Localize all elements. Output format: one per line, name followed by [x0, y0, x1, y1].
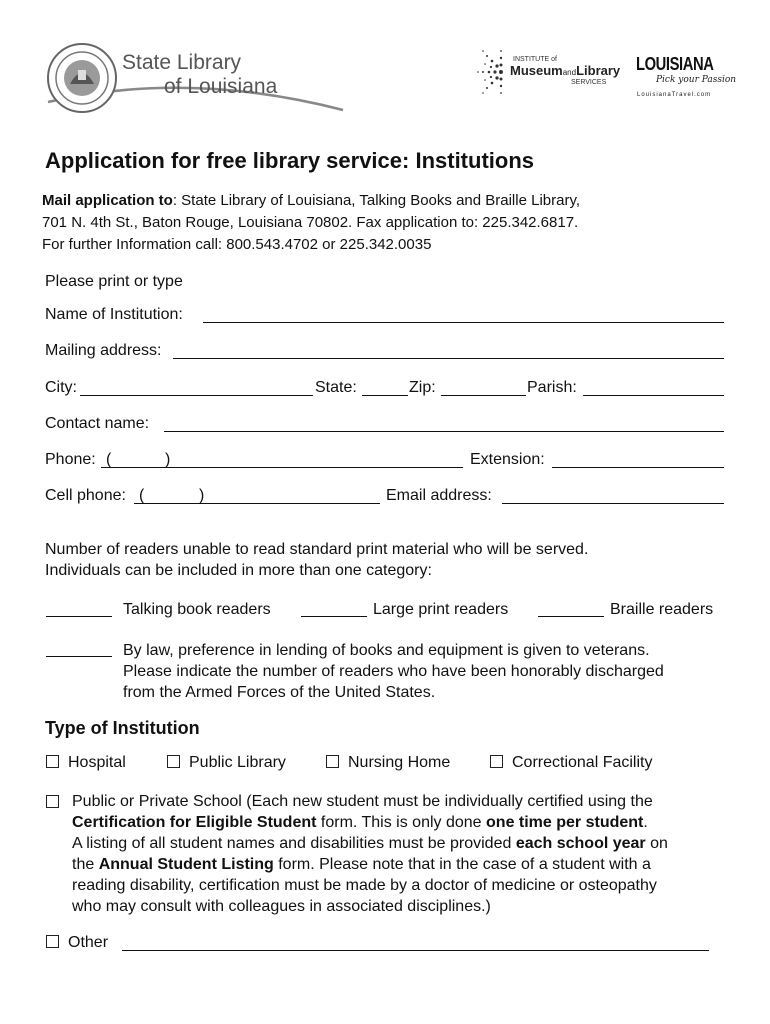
city-field[interactable] — [80, 395, 313, 396]
veterans-line3: from the Armed Forces of the United States. — [123, 684, 436, 701]
certification-form-name: Certification for Eligible Student — [72, 814, 317, 831]
mail-line3: For further Information call: 800.543.4702 or 225.342.0035 — [42, 236, 432, 253]
extension-label: Extension: — [470, 451, 545, 468]
school-line-c — [72, 833, 752, 854]
email-field[interactable] — [502, 503, 724, 504]
public-library-label: Public Library — [189, 754, 286, 771]
mail-label: Mail application to — [42, 192, 173, 209]
contact-name-field[interactable] — [164, 431, 724, 432]
school-line-d-end: form. Please note that in the case of a student with a — [273, 856, 651, 873]
mail-instructions — [42, 190, 742, 256]
cell-phone-field[interactable] — [134, 503, 380, 504]
correctional-option[interactable] — [490, 754, 652, 772]
state-label: State: — [315, 379, 357, 396]
veterans-count-field[interactable] — [46, 656, 112, 657]
state-library-logo — [38, 40, 348, 120]
imls-top: INSTITUTE of — [513, 56, 557, 63]
imls-museum: Museum — [510, 63, 563, 78]
louisiana-tagline: Pick your Passion — [656, 75, 737, 85]
imls-and: and — [562, 68, 577, 77]
nursing-home-label: Nursing Home — [348, 754, 451, 771]
readers-intro-line1: Number of readers unable to read standard print material who will be served. — [45, 541, 589, 558]
other-field[interactable] — [122, 950, 709, 951]
school-line-b-end: . — [643, 814, 648, 831]
school-line-c-text: A listing of all student names and disabilities must be provided — [72, 835, 516, 852]
correctional-checkbox[interactable] — [490, 755, 503, 768]
school-line-f: who may consult with colleagues in associated disciplines.) — [72, 898, 491, 915]
one-time-emphasis: one time per student — [486, 814, 644, 831]
page-title: Application for free library service: Institutions — [45, 148, 534, 173]
school-line-d-text: the — [72, 856, 99, 873]
school-line-e: reading disability, certification must be made by a doctor of medicine or osteopathy — [72, 877, 657, 894]
hospital-option[interactable] — [46, 754, 126, 772]
contact-label: Contact name: — [45, 415, 150, 432]
cell-paren-close: ) — [199, 487, 205, 504]
correctional-label: Correctional Facility — [512, 754, 653, 771]
talking-label: Talking book readers — [123, 601, 271, 618]
institution-label: Name of Institution: — [45, 306, 183, 323]
extension-field[interactable] — [552, 467, 724, 468]
braille-label: Braille readers — [610, 601, 714, 618]
public-library-option[interactable] — [167, 754, 286, 772]
large-label: Large print readers — [373, 601, 509, 618]
louisiana-wordmark: LOUISIANA — [636, 54, 714, 74]
print-instruction: Please print or type — [45, 273, 183, 290]
nursing-home-option[interactable] — [326, 754, 450, 772]
school-option[interactable] — [46, 794, 68, 812]
cell-paren-open: ( — [139, 487, 145, 504]
braille-count-field[interactable] — [538, 616, 604, 617]
starburst-icon — [475, 46, 507, 98]
cell-label: Cell phone: — [45, 487, 126, 504]
phone-paren-open: ( — [106, 451, 112, 468]
school-line-d — [72, 854, 752, 875]
large-count-field[interactable] — [301, 616, 367, 617]
parish-field[interactable] — [583, 395, 724, 396]
mailing-label: Mailing address: — [45, 342, 162, 359]
nursing-home-checkbox[interactable] — [326, 755, 339, 768]
school-line-b — [72, 812, 752, 833]
other-option[interactable] — [46, 934, 108, 952]
imls-logo — [475, 46, 620, 98]
imls-library: Library — [576, 63, 621, 78]
zip-label: Zip: — [409, 379, 436, 396]
school-checkbox[interactable] — [46, 795, 59, 808]
city-label: City: — [45, 379, 77, 396]
veterans-line2: Please indicate the number of readers who have been honorably discharged — [123, 663, 664, 680]
school-line-c-end: on — [645, 835, 668, 852]
public-library-checkbox[interactable] — [167, 755, 180, 768]
school-text — [72, 791, 752, 917]
readers-intro-line2: Individuals can be included in more than one category: — [45, 562, 432, 579]
each-school-year-emphasis: each school year — [515, 835, 646, 852]
library-name-line2: of Louisiana — [164, 75, 278, 98]
other-label: Other — [68, 934, 109, 951]
other-checkbox[interactable] — [46, 935, 59, 948]
readers-intro — [45, 539, 588, 581]
louisiana-travel-logo — [636, 54, 736, 104]
phone-label: Phone: — [45, 451, 96, 468]
talking-count-field[interactable] — [46, 616, 112, 617]
parish-label: Parish: — [527, 379, 577, 396]
zip-field[interactable] — [441, 395, 526, 396]
school-line-b-text: form. This is only done — [316, 814, 487, 831]
mail-line1: : State Library of Louisiana, Talking Books and Braille Library, — [172, 192, 581, 209]
email-label: Email address: — [386, 487, 492, 504]
mail-line2: 701 N. 4th St., Baton Rouge, Louisiana 70802. Fax application to: 225.342.6817. — [42, 214, 579, 231]
annual-listing-form-name: Annual Student Listing — [98, 856, 274, 873]
imls-bottom: SERVICES — [571, 79, 607, 86]
mailing-address-field[interactable] — [173, 358, 724, 359]
hospital-label: Hospital — [68, 754, 126, 771]
phone-field[interactable] — [101, 467, 463, 468]
type-heading: Type of Institution — [45, 718, 200, 738]
louisiana-url: LouisianaTravel.com — [637, 92, 712, 98]
school-line-a: Public or Private School (Each new student must be individually certified using the — [72, 793, 653, 810]
veterans-text — [123, 640, 664, 703]
state-field[interactable] — [362, 395, 408, 396]
library-name-line1: State Library — [122, 51, 242, 74]
veterans-line1: By law, preference in lending of books and equipment is given to veterans. — [123, 642, 650, 659]
phone-paren-close: ) — [165, 451, 171, 468]
imls-main — [510, 63, 620, 78]
hospital-checkbox[interactable] — [46, 755, 59, 768]
institution-field[interactable] — [203, 322, 724, 323]
